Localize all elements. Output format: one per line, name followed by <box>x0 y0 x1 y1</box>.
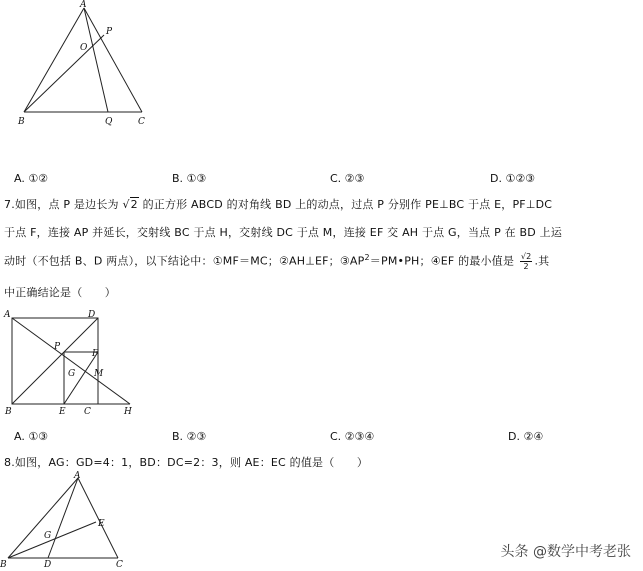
q6-option-c[interactable]: C. ②③ <box>330 172 365 185</box>
q7-line-3 <box>4 252 549 271</box>
q7-option-b[interactable]: B. ②③ <box>172 430 207 443</box>
q8-text: 8.如图，AG：GD=4：1，BD：DC=2：3，则 AE：EC 的值是（ ） <box>4 456 369 469</box>
label-p: P <box>54 342 61 352</box>
sqrt-radicand: 2 <box>130 198 138 211</box>
label-a: A <box>4 310 11 320</box>
fraction-denominator: 2 <box>523 262 529 271</box>
q7-line-3-a: 动时（不包括 B、D 两点），以下结论中：①MF＝MC；②AH⊥EF；③AP <box>4 254 365 268</box>
label-b: B <box>0 560 7 570</box>
label-e: E <box>59 407 66 417</box>
segment-ad <box>48 478 78 558</box>
segment-ah <box>12 318 130 404</box>
q7-line-1-b: 的正方形 ABCD 的对角线 BD 上的动点，过点 P 分别作 PE⊥BC 于点 E，PF⊥DC <box>142 198 553 211</box>
figure-question-6 <box>14 0 164 130</box>
q7-line-1-a: 7.如图，点 P 是边长为 <box>4 198 119 211</box>
segment-be <box>8 522 96 558</box>
q7-option-a[interactable]: A. ①③ <box>14 430 49 443</box>
label-p: P <box>106 27 113 37</box>
segment-ac <box>84 8 142 112</box>
segment-bp <box>24 35 104 112</box>
diagonal-bd <box>12 318 98 404</box>
watermark: 头条 @数学中考老张 <box>500 544 631 560</box>
sqrt-2: √2 <box>122 198 138 211</box>
q7-superscript: 2 <box>364 252 370 262</box>
q6-option-a[interactable]: A. ①② <box>14 172 49 185</box>
figure-question-8 <box>0 470 140 571</box>
label-o: O <box>80 43 88 53</box>
q7-line-3-b: ＝PM•PH；④EF 的最小值是 <box>369 254 515 268</box>
q7-line-3-c: .其 <box>534 254 550 268</box>
segment-aq <box>84 8 108 112</box>
label-m: M <box>94 369 104 379</box>
label-d: D <box>44 560 52 570</box>
label-f: F <box>92 349 99 359</box>
label-b: B <box>5 407 12 417</box>
segment-ac <box>78 478 118 558</box>
q7-line-1 <box>4 196 552 212</box>
q7-option-d[interactable]: D. ②④ <box>508 430 544 443</box>
segment-ab <box>8 478 78 558</box>
label-c: C <box>84 407 91 417</box>
label-e: E <box>98 519 105 529</box>
q7-option-c[interactable]: C. ②③④ <box>330 430 375 443</box>
label-a: A <box>80 0 87 10</box>
fraction-root2-over-2 <box>520 252 533 271</box>
label-h: H <box>124 407 132 417</box>
label-q: Q <box>105 117 113 127</box>
figure-question-7 <box>2 308 142 420</box>
label-b: B <box>18 117 25 127</box>
q7-line-2: 于点 F，连接 AP 并延长，交射线 BC 于点 H，交射线 DC 于点 M，连接 EF 交 AH 于点 G，当点 P 在 BD 上运 <box>4 226 563 239</box>
q7-line-4: 中正确结论是（ ） <box>4 286 116 299</box>
fraction-numerator: √2 <box>520 252 532 261</box>
label-g: G <box>44 531 52 541</box>
q6-option-d[interactable]: D. ①②③ <box>490 172 536 185</box>
q6-option-b[interactable]: B. ①③ <box>172 172 207 185</box>
segment-ab <box>24 8 84 112</box>
label-d: D <box>88 310 96 320</box>
label-c: C <box>116 560 123 570</box>
label-c: C <box>138 117 145 127</box>
label-g: G <box>68 369 76 379</box>
label-a: A <box>74 471 81 481</box>
